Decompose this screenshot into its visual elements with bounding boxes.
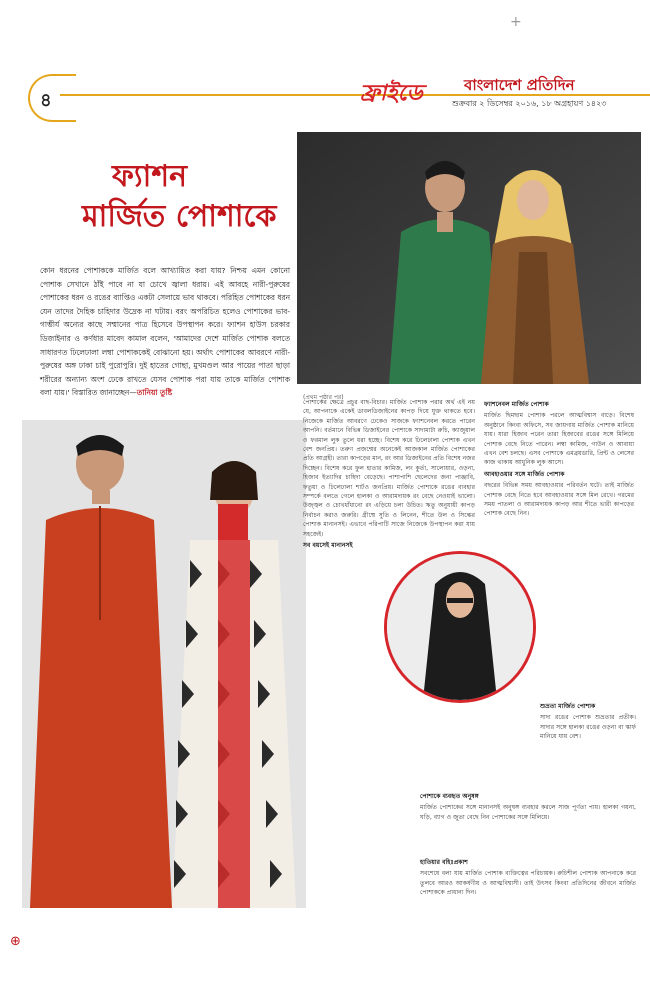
headline-line-2: মার্জিত পোশাকে: [82, 199, 277, 234]
section-logo: ফ্রাইডে: [360, 80, 423, 106]
article-column-3: [420, 790, 636, 822]
hijab-model-photo: [384, 551, 536, 703]
article-bottom-text: সবশেষে বলা যায় মার্জিত পোশাক ব্যক্তিত্বের পরিচায়ক। রুচিশীল পোশাক আপনাকে করে তুলবে আরও আকর্ষণীয় ও আত্মবিশ্বাসী। তাই উৎসব কিংবা প্রতিদিনের জীবনে মার্জিত পোশাককে প্রাধান্য দিন।: [420, 870, 636, 897]
article-col-b2-text: বছরের বিভিন্ন সময় আবহাওয়ার পরিবর্তন ঘটে। তাই মার্জিত পোশাক বেছে নিতে হবে আবহাওয়ার সঙ্গে মিল রেখে। গরমের সময় পাতলা ও আরামদায়ক কাপড় আর শীতে ভারী কাপড়ের পোশাক বেছে নিন।: [484, 482, 634, 518]
crosshair-icon: +: [510, 14, 522, 30]
models-photo: [22, 420, 306, 908]
subheading-all-ages: সব বয়সেই মানানসই: [303, 542, 353, 550]
hijab-model-illustration: [387, 554, 533, 700]
article-column-2b: [540, 700, 636, 742]
article-column-1: [303, 398, 475, 553]
date-line: শুক্রবার ২ ডিসেম্বর ২০১৬, ১৮ অগ্রহায়ণ ১৪২৩: [452, 99, 607, 108]
intro-paragraph: [40, 264, 290, 400]
subheading-expression: হাতিয়ার বহিঃপ্রকাশ: [420, 859, 468, 866]
article-col-a-text: পোশাকের ক্ষেত্রে প্রচুর বাছ-বিচার। মার্জিত পোশাক পরার অর্থ এই নয় যে, আপনাকে একেই ডাবলডিজাইনের কাপড় দিয়ে যুক্ত থাকতে হবে। নিজেকে মার্জিত আবরণে ঢেকেও সাজকে ফ্যাশনেবল করতে পারেন আপনি। বর্তমানে বিভিন্ন ডিজাইনের পোশাকে সাদামাটা রুচি, ক্যাজুয়াল ও ফরমাল লুক তুলে ধরা হচ্ছে। বিশেষ করে ঢিলেঢালা পোশাক এখন বেশ জনপ্রিয়। তরুণ প্রজন্মের অনেকেই আজকাল মার্জিত পোশাকের প্রতি আগ্রহী। তারা কাপড়ের মান, রং আর ডিজাইনের প্রতি বিশেষ নজর দিচ্ছেন। বিশেষ করে ফুল হাতার কামিজ, লং কুর্তা, সালোয়ার, ওড়না, হিজাব ইত্যাদির চাহিদা বেড়েছে। পাশাপাশি ছেলেদের জন্য পাঞ্জাবি, ফতুয়া ও ঢিলেঢালা শার্টও জনপ্রিয়। মার্জিত পোশাকে রঙের ব্যবহার সম্পর্কে বলতে গেলে হালকা ও আরামদায়ক রং বেছে নেওয়াই ভালো। উজ্জ্বল ও চোখধাঁধানো রং এড়িয়ে চলা উচিত। ঋতু অনুযায়ী কাপড় নির্বাচন করাও জরুরি। গ্রীষ্মে সুতি ও লিনেন, শীতে উল ও সিল্কের পোশাক মানানসই। এভাবে পরিপাটি সাজে নিজেকে উপস্থাপন করা যায় সহজেই।: [303, 399, 475, 538]
newspaper-name: বাংলাদেশ প্রতিদিন: [464, 76, 575, 94]
subheading-weather: আবহাওয়ার সঙ্গে মার্জিত পোশাক: [484, 470, 565, 478]
subheading-white: শুভ্রতা মার্জিত পোশাক: [540, 703, 596, 710]
article-col-b3-text: সাদা রঙের পোশাক শুভ্রতার প্রতীক। সাদার সঙ্গে হালকা রঙের ওড়না বা স্কার্ফ মানিয়ে যায় বেশ।: [540, 714, 636, 741]
continued-label: (প্রথম পৃষ্ঠার পর): [303, 394, 344, 401]
models-photo-illustration: [22, 420, 306, 908]
article-column-2: [484, 398, 634, 519]
article-col-b-text: মার্জিত ছিমছাম পোশাক পরলে আত্মবিশ্বাস বাড়ে। বিশেষ অনুষ্ঠানে কিংবা অফিসে, সব জায়গায় মার্জিত পোশাক মানিয়ে যায়। যারা হিজাব পরেন তারা হিজাবের রঙের সঙ্গে মিলিয়ে পোশাক বেছে নিতে পারেন। লম্বা কামিজ, গাউন ও আবায়া এখন বেশ চলছে। এসব পোশাকে এমব্রয়ডারি, প্রিন্ট ও লেসের কাজ থাকায় আধুনিক লুক আসে।: [484, 412, 634, 467]
couple-photo: [297, 132, 641, 384]
couple-photo-illustration: [297, 132, 641, 384]
intro-text: কোন ধরনের পোশাককে মার্জিত বলে আখ্যায়িত করা যায়? নিশ্চয় এমন কোনো পোশাক সেখানে ঠাঁই পাবে না যা চোখে জ্বালা ধরায়। এই আবহে নারী-পুরুষের পোশাকের ধরন ও রঙের ব্যাপ্তিও একটা সেলায়ে ভাব থাকবে। পরিহিত পোশাকের ধরন যেন তাদের দৈহিক চাহিদার উদ্রেক না ঘটায়। বরং অপরিচিত হলেও পোশাকের ভাব-গাম্ভীর্য অন্যের কাছে সম্মানের পাত্র হিসেবে উপস্থাপন করে। ফ্যাশন হাউস চরকার ডিজাইনার ও কর্ণধার মাবেদ কামাল বলেন, 'আমাদের দেশে মার্জিত পোশাক বলতে সাধারণত ঢিলেঢালা লম্বা পোশাককেই বোঝানো হয়। অর্থাৎ পোশাকের আবরণে নারী-পুরুষের অঙ্গ ঢাকা চাই পুরোপুরি। দুই হাতের গোছা, মুখমণ্ডল আর পায়ের পাতা ছাড়া শরীরের অন্যান্য অংশ ঢেকে রাখতে যেসব পোশাক পরা যায় তাকে মার্জিত পোশাক বলা যায়।' বিস্তারিত জানাচ্ছেন—: [40, 266, 290, 398]
article-bottom: [420, 856, 636, 898]
page-number: ৪: [40, 90, 52, 111]
registration-mark-icon: ⊕: [10, 934, 21, 949]
subheading-fashionable: ফ্যাশনেবল মার্জিত পোশাক: [484, 401, 549, 408]
byline: তানিয়া তুষ্টি: [136, 388, 173, 398]
header-arc: [28, 74, 76, 122]
headline-line-1: ফ্যাশন: [112, 159, 187, 194]
article-col-c-text: মার্জিত পোশাকের সঙ্গে মানানসই অনুষঙ্গ ব্যবহার করলে সাজ পূর্ণতা পায়। হালকা গয়না, ঘড়ি, ব্যাগ ও জুতা বেছে নিন পোশাকের সঙ্গে মিলিয়ে।: [420, 804, 636, 821]
subheading-accessories: পোশাকে ব্যবহৃত অনুষঙ্গ: [420, 793, 479, 800]
